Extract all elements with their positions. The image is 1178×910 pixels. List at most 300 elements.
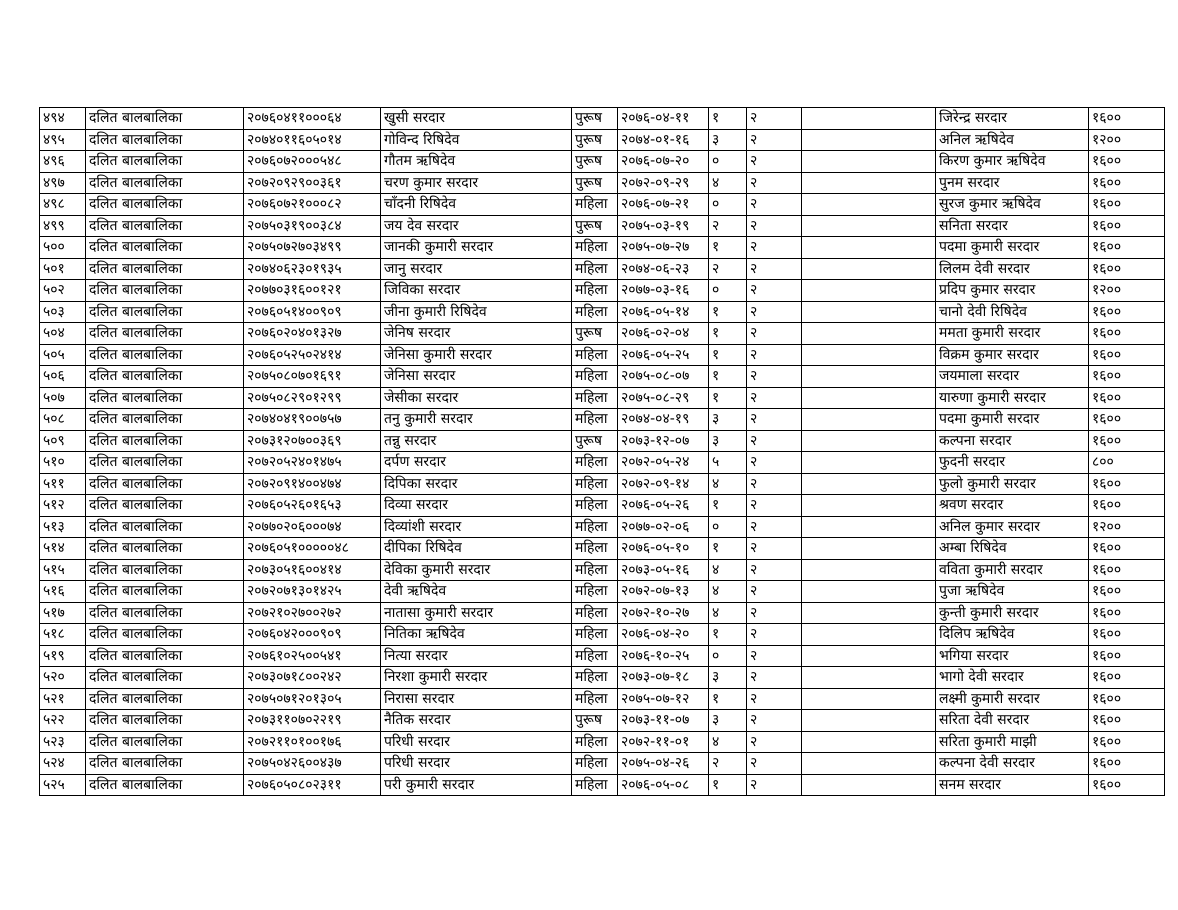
gender-cell: महिला xyxy=(572,731,618,753)
child-name-cell: देविका कुमारी सरदार xyxy=(381,559,572,581)
id-number-cell: २०७६०४११०००६४ xyxy=(244,108,381,130)
gender-cell: महिला xyxy=(572,688,618,710)
guardian-name-cell: ववि‍ता कुमारी सरदार xyxy=(936,559,1089,581)
amount-cell: १६०० xyxy=(1089,387,1165,409)
blank-cell xyxy=(802,774,936,796)
child-name-cell: परिधी सरदार xyxy=(381,753,572,775)
age-cell: ५ xyxy=(709,452,747,474)
age-cell: १ xyxy=(709,237,747,259)
gender-cell: पुरूष xyxy=(572,172,618,194)
gender-cell: महिला xyxy=(572,452,618,474)
id-number-cell: २०७६१०२५००५४१ xyxy=(244,645,381,667)
birth-date-cell: २०७५-०८-०७ xyxy=(618,366,709,388)
count-cell: २ xyxy=(747,151,802,173)
guardian-name-cell: पुजा ऋषिदेव xyxy=(936,581,1089,603)
child-name-cell: जिविका सरदार xyxy=(381,280,572,302)
serial-number-cell: ४९८ xyxy=(40,194,86,216)
serial-number-cell: ५२५ xyxy=(40,774,86,796)
gender-cell: महिला xyxy=(572,602,618,624)
child-name-cell: जीना कुमारी रिषिदेव xyxy=(381,301,572,323)
child-name-cell: दिव्यांशी सरदार xyxy=(381,516,572,538)
birth-date-cell: २०७२-०७-१३ xyxy=(618,581,709,603)
category-cell: दलित बालबालिका xyxy=(86,774,244,796)
child-name-cell: जानु सरदार xyxy=(381,258,572,280)
gender-cell: महिला xyxy=(572,645,618,667)
table-row xyxy=(40,602,1165,624)
serial-number-cell: ५२० xyxy=(40,667,86,689)
category-cell: दलित बालबालिका xyxy=(86,151,244,173)
blank-cell xyxy=(802,452,936,474)
child-name-cell: चाँदनी रिषिदेव xyxy=(381,194,572,216)
table-row xyxy=(40,516,1165,538)
serial-number-cell: ५०३ xyxy=(40,301,86,323)
serial-number-cell: ५१३ xyxy=(40,516,86,538)
id-number-cell: २०७५०८२९०१२९९ xyxy=(244,387,381,409)
category-cell: दलित बालबालिका xyxy=(86,301,244,323)
gender-cell: महिला xyxy=(572,774,618,796)
category-cell: दलित बालबालिका xyxy=(86,430,244,452)
guardian-name-cell: श्रवण सरदार xyxy=(936,495,1089,517)
child-name-cell: जेनिसा सरदार xyxy=(381,366,572,388)
serial-number-cell: ५१२ xyxy=(40,495,86,517)
guardian-name-cell: प्रदिप कुमार सरदार xyxy=(936,280,1089,302)
count-cell: २ xyxy=(747,344,802,366)
category-cell: दलित बालबालिका xyxy=(86,452,244,474)
birth-date-cell: २०७५-०७-१२ xyxy=(618,688,709,710)
id-number-cell: २०७२०५२४०१४७५ xyxy=(244,452,381,474)
birth-date-cell: २०७२-०५-२४ xyxy=(618,452,709,474)
birth-date-cell: २०७३-०५-१६ xyxy=(618,559,709,581)
gender-cell: महिला xyxy=(572,409,618,431)
birth-date-cell: २०७४-०४-१९ xyxy=(618,409,709,431)
blank-cell xyxy=(802,473,936,495)
blank-cell xyxy=(802,688,936,710)
id-number-cell: २०७६०७२०००५४८ xyxy=(244,151,381,173)
birth-date-cell: २०७५-०७-२७ xyxy=(618,237,709,259)
guardian-name-cell: भगिया सरदार xyxy=(936,645,1089,667)
birth-date-cell: २०७६-०४-११ xyxy=(618,108,709,130)
age-cell: ४ xyxy=(709,602,747,624)
table-row xyxy=(40,387,1165,409)
amount-cell: १६०० xyxy=(1089,301,1165,323)
birth-date-cell: २०७३-११-०७ xyxy=(618,710,709,732)
blank-cell xyxy=(802,172,936,194)
child-name-cell: नातासा कुमारी सरदार xyxy=(381,602,572,624)
age-cell: १ xyxy=(709,108,747,130)
category-cell: दलित बालबालिका xyxy=(86,172,244,194)
count-cell: २ xyxy=(747,538,802,560)
id-number-cell: २०७२११०१००१७६ xyxy=(244,731,381,753)
count-cell: २ xyxy=(747,215,802,237)
id-number-cell: २०७६०५२५०२४१४ xyxy=(244,344,381,366)
serial-number-cell: ५२३ xyxy=(40,731,86,753)
child-name-cell: दिव्या सरदार xyxy=(381,495,572,517)
category-cell: दलित बालबालिका xyxy=(86,237,244,259)
category-cell: दलित बालबालिका xyxy=(86,387,244,409)
serial-number-cell: ५१० xyxy=(40,452,86,474)
age-cell: ३ xyxy=(709,667,747,689)
serial-number-cell: ५१६ xyxy=(40,581,86,603)
age-cell: ४ xyxy=(709,473,747,495)
serial-number-cell: ४९५ xyxy=(40,129,86,151)
amount-cell: १२०० xyxy=(1089,516,1165,538)
amount-cell: १६०० xyxy=(1089,645,1165,667)
count-cell: २ xyxy=(747,581,802,603)
amount-cell: १६०० xyxy=(1089,774,1165,796)
id-number-cell: २०७३०७१८००२४२ xyxy=(244,667,381,689)
guardian-name-cell: सनिता सरदार xyxy=(936,215,1089,237)
table-row xyxy=(40,323,1165,345)
blank-cell xyxy=(802,323,936,345)
table-row xyxy=(40,452,1165,474)
guardian-name-cell: पदमा कुमारी सरदार xyxy=(936,409,1089,431)
amount-cell: १२०० xyxy=(1089,129,1165,151)
count-cell: २ xyxy=(747,645,802,667)
amount-cell: १६०० xyxy=(1089,258,1165,280)
category-cell: दलित बालबालिका xyxy=(86,688,244,710)
birth-date-cell: २०७५-०३-१९ xyxy=(618,215,709,237)
birth-date-cell: २०७३-०७-१८ xyxy=(618,667,709,689)
birth-date-cell: २०७५-०४-२६ xyxy=(618,753,709,775)
count-cell: २ xyxy=(747,516,802,538)
age-cell: ३ xyxy=(709,409,747,431)
table-row xyxy=(40,108,1165,130)
age-cell: ० xyxy=(709,645,747,667)
count-cell: २ xyxy=(747,688,802,710)
age-cell: १ xyxy=(709,344,747,366)
table-row xyxy=(40,172,1165,194)
birth-date-cell: २०७३-१२-०७ xyxy=(618,430,709,452)
age-cell: १ xyxy=(709,387,747,409)
gender-cell: महिला xyxy=(572,753,618,775)
guardian-name-cell: ममता कुमारी सरदार xyxy=(936,323,1089,345)
guardian-name-cell: भागो देवी सरदार xyxy=(936,667,1089,689)
serial-number-cell: ५०४ xyxy=(40,323,86,345)
guardian-name-cell: सरिता कुमारी माझी xyxy=(936,731,1089,753)
child-name-cell: गोविन्द रिषिदेव xyxy=(381,129,572,151)
child-name-cell: तन्नु सरदार xyxy=(381,430,572,452)
id-number-cell: २०७७०२०६०००७४ xyxy=(244,516,381,538)
gender-cell: महिला xyxy=(572,344,618,366)
age-cell: ० xyxy=(709,151,747,173)
blank-cell xyxy=(802,409,936,431)
age-cell: ० xyxy=(709,194,747,216)
amount-cell: १६०० xyxy=(1089,366,1165,388)
count-cell: २ xyxy=(747,387,802,409)
guardian-name-cell: लक्ष्मी कुमारी सरदार xyxy=(936,688,1089,710)
blank-cell xyxy=(802,667,936,689)
count-cell: २ xyxy=(747,495,802,517)
guardian-name-cell: पुनम सरदार xyxy=(936,172,1089,194)
serial-number-cell: ५०८ xyxy=(40,409,86,431)
blank-cell xyxy=(802,495,936,517)
id-number-cell: २०७५०८०७०१६९१ xyxy=(244,366,381,388)
serial-number-cell: ५१९ xyxy=(40,645,86,667)
table-row xyxy=(40,215,1165,237)
category-cell: दलित बालबालिका xyxy=(86,731,244,753)
category-cell: दलित बालबालिका xyxy=(86,495,244,517)
gender-cell: पुरूष xyxy=(572,151,618,173)
gender-cell: महिला xyxy=(572,516,618,538)
table-row xyxy=(40,753,1165,775)
child-name-cell: दिपिका सरदार xyxy=(381,473,572,495)
count-cell: २ xyxy=(747,753,802,775)
serial-number-cell: ५११ xyxy=(40,473,86,495)
blank-cell xyxy=(802,215,936,237)
child-name-cell: दीपिका रिषिदेव xyxy=(381,538,572,560)
blank-cell xyxy=(802,602,936,624)
birth-date-cell: २०७६-१०-२५ xyxy=(618,645,709,667)
guardian-name-cell: किरण कुमार ऋषिदेव xyxy=(936,151,1089,173)
guardian-name-cell: कल्पना सरदार xyxy=(936,430,1089,452)
table-row xyxy=(40,495,1165,517)
gender-cell: महिला xyxy=(572,237,618,259)
serial-number-cell: ५०७ xyxy=(40,387,86,409)
age-cell: ४ xyxy=(709,731,747,753)
age-cell: १ xyxy=(709,323,747,345)
count-cell: २ xyxy=(747,323,802,345)
age-cell: १ xyxy=(709,774,747,796)
table-row xyxy=(40,280,1165,302)
age-cell: ४ xyxy=(709,172,747,194)
serial-number-cell: ४९४ xyxy=(40,108,86,130)
serial-number-cell: ५०५ xyxy=(40,344,86,366)
table-row xyxy=(40,559,1165,581)
age-cell: २ xyxy=(709,215,747,237)
guardian-name-cell: जयमाला सरदार xyxy=(936,366,1089,388)
category-cell: दलित बालबालिका xyxy=(86,194,244,216)
blank-cell xyxy=(802,151,936,173)
category-cell: दलित बालबालिका xyxy=(86,108,244,130)
age-cell: २ xyxy=(709,258,747,280)
blank-cell xyxy=(802,430,936,452)
birth-date-cell: २०७६-०५-१४ xyxy=(618,301,709,323)
blank-cell xyxy=(802,753,936,775)
age-cell: १ xyxy=(709,366,747,388)
guardian-name-cell: कल्पना देवी सरदार xyxy=(936,753,1089,775)
serial-number-cell: ५१५ xyxy=(40,559,86,581)
table-row xyxy=(40,194,1165,216)
gender-cell: महिला xyxy=(572,581,618,603)
age-cell: १ xyxy=(709,495,747,517)
category-cell: दलित बालबालिका xyxy=(86,366,244,388)
guardian-name-cell: विक्रम कुमार सरदार xyxy=(936,344,1089,366)
amount-cell: १६०० xyxy=(1089,538,1165,560)
category-cell: दलित बालबालिका xyxy=(86,559,244,581)
table-row xyxy=(40,688,1165,710)
serial-number-cell: ५२१ xyxy=(40,688,86,710)
age-cell: ० xyxy=(709,280,747,302)
count-cell: २ xyxy=(747,194,802,216)
guardian-name-cell: दिलिप ऋषिदेव xyxy=(936,624,1089,646)
blank-cell xyxy=(802,344,936,366)
gender-cell: महिला xyxy=(572,280,618,302)
id-number-cell: २०७२०७१३०१४२५ xyxy=(244,581,381,603)
birth-date-cell: २०७६-०२-०४ xyxy=(618,323,709,345)
gender-cell: महिला xyxy=(572,495,618,517)
guardian-name-cell: लिलम देवी सरदार xyxy=(936,258,1089,280)
birth-date-cell: २०७६-०७-२१ xyxy=(618,194,709,216)
table-row xyxy=(40,430,1165,452)
gender-cell: महिला xyxy=(572,387,618,409)
gender-cell: पुरूष xyxy=(572,129,618,151)
amount-cell: १६०० xyxy=(1089,237,1165,259)
table-body xyxy=(40,108,1165,796)
blank-cell xyxy=(802,516,936,538)
table-row xyxy=(40,774,1165,796)
id-number-cell: २०७६०५१०००००४८ xyxy=(244,538,381,560)
amount-cell: १६०० xyxy=(1089,430,1165,452)
beneficiary-table xyxy=(39,107,1165,796)
birth-date-cell: २०७५-०८-२९ xyxy=(618,387,709,409)
table-row xyxy=(40,473,1165,495)
child-name-cell: नैतिक सरदार xyxy=(381,710,572,732)
child-name-cell: जय देव सरदार xyxy=(381,215,572,237)
birth-date-cell: २०७७-०२-०६ xyxy=(618,516,709,538)
category-cell: दलित बालबालिका xyxy=(86,409,244,431)
child-name-cell: नित्या सरदार xyxy=(381,645,572,667)
birth-date-cell: २०७६-०५-२५ xyxy=(618,344,709,366)
age-cell: ३ xyxy=(709,129,747,151)
guardian-name-cell: यारुणा कुमारी सरदार xyxy=(936,387,1089,409)
guardian-name-cell: सुरज कुमार ऋषिदेव xyxy=(936,194,1089,216)
count-cell: २ xyxy=(747,258,802,280)
id-number-cell: २०७४०११६०५०१४ xyxy=(244,129,381,151)
id-number-cell: २०७६०४२०००९०९ xyxy=(244,624,381,646)
id-number-cell: २०७७०३१६००१२१ xyxy=(244,280,381,302)
blank-cell xyxy=(802,129,936,151)
guardian-name-cell: पदमा कुमारी सरदार xyxy=(936,237,1089,259)
table-row xyxy=(40,409,1165,431)
count-cell: २ xyxy=(747,774,802,796)
amount-cell: १२०० xyxy=(1089,280,1165,302)
id-number-cell: २०७२०९१४००४७४ xyxy=(244,473,381,495)
amount-cell: १६०० xyxy=(1089,323,1165,345)
blank-cell xyxy=(802,194,936,216)
id-number-cell: २०७६०२०४०१३२७ xyxy=(244,323,381,345)
category-cell: दलित बालबालिका xyxy=(86,215,244,237)
amount-cell: १६०० xyxy=(1089,731,1165,753)
amount-cell: १६०० xyxy=(1089,602,1165,624)
birth-date-cell: २०७२-१०-२७ xyxy=(618,602,709,624)
gender-cell: पुरूष xyxy=(572,323,618,345)
id-number-cell: २०७३०५१६००४१४ xyxy=(244,559,381,581)
serial-number-cell: ४९९ xyxy=(40,215,86,237)
count-cell: २ xyxy=(747,624,802,646)
guardian-name-cell: अम्बा रिषिदेव xyxy=(936,538,1089,560)
age-cell: १ xyxy=(709,624,747,646)
id-number-cell: २०७३१२०७००३६९ xyxy=(244,430,381,452)
amount-cell: १६०० xyxy=(1089,172,1165,194)
id-number-cell: २०७३११०७०२२१९ xyxy=(244,710,381,732)
id-number-cell: २०७४०४१९००७५७ xyxy=(244,409,381,431)
id-number-cell: २०७२०९२९००३६१ xyxy=(244,172,381,194)
guardian-name-cell: अनिल कुमार सरदार xyxy=(936,516,1089,538)
guardian-name-cell: फुलो कुमारी सरदार xyxy=(936,473,1089,495)
count-cell: २ xyxy=(747,559,802,581)
table-row xyxy=(40,731,1165,753)
table-row xyxy=(40,301,1165,323)
gender-cell: पुरूष xyxy=(572,215,618,237)
age-cell: ० xyxy=(709,516,747,538)
id-number-cell: २०७६०५०८०२३११ xyxy=(244,774,381,796)
category-cell: दलित बालबालिका xyxy=(86,581,244,603)
age-cell: २ xyxy=(709,753,747,775)
amount-cell: १६०० xyxy=(1089,108,1165,130)
serial-number-cell: ५०६ xyxy=(40,366,86,388)
birth-date-cell: २०७६-०५-१० xyxy=(618,538,709,560)
amount-cell: १६०० xyxy=(1089,753,1165,775)
blank-cell xyxy=(802,645,936,667)
table-row xyxy=(40,258,1165,280)
blank-cell xyxy=(802,301,936,323)
child-name-cell: जेनिष सरदार xyxy=(381,323,572,345)
serial-number-cell: ४९६ xyxy=(40,151,86,173)
id-number-cell: २०७४०६२३०१९३५ xyxy=(244,258,381,280)
serial-number-cell: ५०१ xyxy=(40,258,86,280)
category-cell: दलित बालबालिका xyxy=(86,258,244,280)
category-cell: दलित बालबालिका xyxy=(86,323,244,345)
amount-cell: १६०० xyxy=(1089,495,1165,517)
child-name-cell: नितिका ऋषिदेव xyxy=(381,624,572,646)
age-cell: ३ xyxy=(709,430,747,452)
serial-number-cell: ४९७ xyxy=(40,172,86,194)
count-cell: २ xyxy=(747,172,802,194)
child-name-cell: चरण कुमार सरदार xyxy=(381,172,572,194)
birth-date-cell: २०७४-०६-२३ xyxy=(618,258,709,280)
guardian-name-cell: कुन्ती कुमारी सरदार xyxy=(936,602,1089,624)
table-row xyxy=(40,237,1165,259)
table-row xyxy=(40,538,1165,560)
table-row xyxy=(40,667,1165,689)
child-name-cell: निरशा कुमारी सरदार xyxy=(381,667,572,689)
amount-cell: ८०० xyxy=(1089,452,1165,474)
age-cell: ४ xyxy=(709,559,747,581)
serial-number-cell: ५०२ xyxy=(40,280,86,302)
gender-cell: महिला xyxy=(572,624,618,646)
gender-cell: महिला xyxy=(572,473,618,495)
blank-cell xyxy=(802,581,936,603)
child-name-cell: जानकी कुमारी सरदार xyxy=(381,237,572,259)
table-row xyxy=(40,366,1165,388)
guardian-name-cell: जिरेन्द्र सरदार xyxy=(936,108,1089,130)
serial-number-cell: ५१७ xyxy=(40,602,86,624)
count-cell: २ xyxy=(747,237,802,259)
gender-cell: महिला xyxy=(572,538,618,560)
count-cell: २ xyxy=(747,108,802,130)
count-cell: २ xyxy=(747,301,802,323)
count-cell: २ xyxy=(747,452,802,474)
age-cell: ४ xyxy=(709,581,747,603)
gender-cell: महिला xyxy=(572,258,618,280)
amount-cell: १६०० xyxy=(1089,409,1165,431)
blank-cell xyxy=(802,237,936,259)
count-cell: २ xyxy=(747,473,802,495)
child-name-cell: जेनिसा कुमारी सरदार xyxy=(381,344,572,366)
blank-cell xyxy=(802,710,936,732)
child-name-cell: दर्पण सरदार xyxy=(381,452,572,474)
category-cell: दलित बालबालिका xyxy=(86,473,244,495)
amount-cell: १६०० xyxy=(1089,194,1165,216)
category-cell: दलित बालबालिका xyxy=(86,280,244,302)
child-name-cell: देवी ऋषिदेव xyxy=(381,581,572,603)
count-cell: २ xyxy=(747,710,802,732)
guardian-name-cell: सरिता देवी सरदार xyxy=(936,710,1089,732)
count-cell: २ xyxy=(747,409,802,431)
table-row xyxy=(40,581,1165,603)
blank-cell xyxy=(802,731,936,753)
age-cell: १ xyxy=(709,301,747,323)
